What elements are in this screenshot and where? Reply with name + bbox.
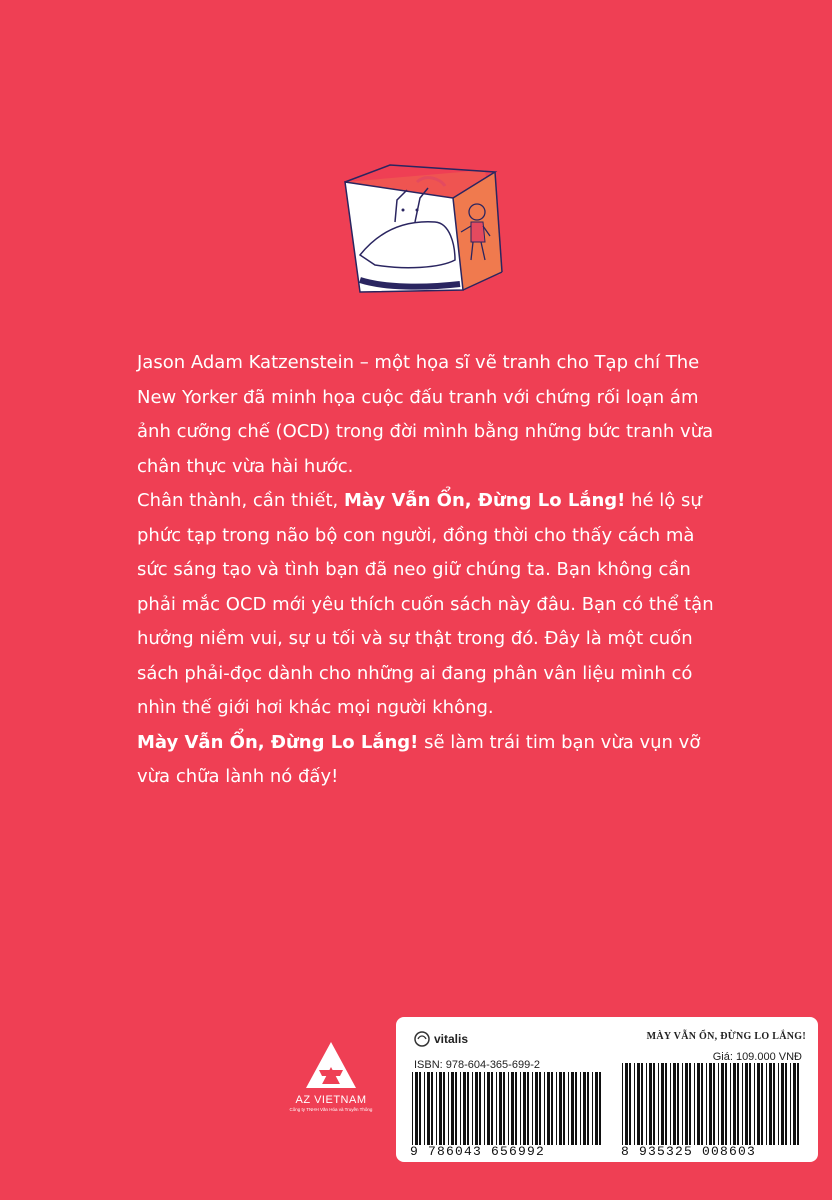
barcode-bar (571, 1072, 574, 1145)
barcode-bar (535, 1072, 538, 1145)
barcode-bar (563, 1072, 565, 1145)
barcode-bar (539, 1072, 541, 1145)
barcode-bar (424, 1072, 425, 1145)
barcode-bar (487, 1072, 490, 1145)
isbn-barcode (408, 1072, 608, 1145)
barcode-bar (499, 1072, 502, 1145)
barcode-bar (544, 1072, 545, 1145)
back-cover-blurb (137, 346, 727, 795)
az-vietnam-logo-icon (304, 1040, 358, 1090)
price-label: Giá: 109.000 VNĐ (712, 1051, 802, 1063)
barcode-bar (749, 1063, 751, 1145)
barcode-bar (709, 1063, 712, 1145)
blurb-paragraph-2 (137, 484, 727, 726)
barcode-bar (689, 1063, 691, 1145)
barcode-bar (682, 1063, 683, 1145)
publisher-name: AZ VIETNAM (295, 1094, 367, 1106)
barcode-bar (455, 1072, 457, 1145)
barcode-bar (713, 1063, 715, 1145)
barcode-bar (665, 1063, 667, 1145)
barcode-bar (737, 1063, 739, 1145)
barcode-bar (551, 1072, 553, 1145)
barcode-bar (797, 1063, 799, 1145)
barcode-bar (649, 1063, 652, 1145)
book-title-inline-2: Mày Vẫn Ổn, Đừng Lo Lắng! (137, 731, 419, 753)
barcode-bar (677, 1063, 679, 1145)
barcode-bar (781, 1063, 784, 1145)
barcode-bar (439, 1072, 442, 1145)
isbn-label: ISBN: 978-604-365-699-2 (414, 1059, 540, 1071)
barcode-bar (761, 1063, 763, 1145)
barcode-bar (532, 1072, 533, 1145)
barcode-panel (396, 1017, 818, 1162)
barcode-bar (419, 1072, 421, 1145)
barcode-bar (778, 1063, 779, 1145)
publisher-subtitle: Công ty TNHH Văn Hóa và Truyền Thông (289, 1107, 373, 1112)
barcode-bar (527, 1072, 529, 1145)
vitalis-imprint (414, 1031, 468, 1047)
barcode-bar (730, 1063, 731, 1145)
barcode-bar (436, 1072, 437, 1145)
barcode-bar (556, 1072, 557, 1145)
blurb-p3-after: sẽ làm trái tim bạn vừa vụn vỡ vừa chữa lành nó đấy! (137, 731, 701, 787)
barcode-bar (599, 1072, 601, 1145)
barcode-bar (583, 1072, 586, 1145)
barcode-bar (515, 1072, 517, 1145)
barcode-bar (697, 1063, 700, 1145)
barcode-bar (575, 1072, 577, 1145)
barcode-bar (785, 1063, 787, 1145)
barcode-bar (520, 1072, 521, 1145)
publisher-logo (276, 1040, 386, 1140)
barcode-bar (508, 1072, 509, 1145)
barcode-bar (757, 1063, 760, 1145)
barcode-bar (754, 1063, 755, 1145)
barcode-bar (547, 1072, 550, 1145)
barcode-bar (706, 1063, 707, 1145)
barcode-bar (793, 1063, 796, 1145)
barcode-bar (523, 1072, 526, 1145)
barcode-bar (568, 1072, 569, 1145)
barcode-bar (460, 1072, 461, 1145)
barcode-bar (467, 1072, 469, 1145)
ean-barcode (618, 1063, 806, 1145)
barcode-bar (431, 1072, 433, 1145)
barcode-bar (503, 1072, 505, 1145)
barcode-bar (637, 1063, 640, 1145)
barcode-bar (733, 1063, 736, 1145)
barcode-bar (479, 1072, 481, 1145)
barcode-bar (634, 1063, 635, 1145)
ean-barcode-digits: 8 935325 008603 (621, 1144, 757, 1159)
blurb-p2-before: Chân thành, cần thiết, (137, 490, 344, 511)
barcode-bar (661, 1063, 664, 1145)
barcode-book-title: MÀY VẪN ỔN, ĐỪNG LO LẮNG! (646, 1031, 806, 1042)
barcode-bar (685, 1063, 688, 1145)
barcode-bar (451, 1072, 454, 1145)
book-title-inline: Mày Vẫn Ổn, Đừng Lo Lắng! (344, 490, 626, 511)
barcode-bar (587, 1072, 589, 1145)
barcode-bar (448, 1072, 449, 1145)
barcode-bar (472, 1072, 473, 1145)
barcode-bar (463, 1072, 466, 1145)
barcode-bar (427, 1072, 430, 1145)
barcode-bar (580, 1072, 581, 1145)
barcode-bar (641, 1063, 643, 1145)
barcode-bar (673, 1063, 676, 1145)
barcode-bar (475, 1072, 478, 1145)
blurb-p2-after: hé lộ sự phức tạp trong não bộ con người, đồng thời cho thấy cách mà sức sáng tạo và tình bạn đã neo giữ chúng ta. Bạn không cần phải mắc OCD mới yêu thích cuốn sách này đâu. Bạn có thể tận hưởng niềm vui, sự u tối và sự thật trong đó. Đây là một cuốn sách phải-đọc dành cho những ai đang phân vân liệu mình có nhìn thế giới hơi khác mọi người không. (137, 490, 714, 718)
barcode-bar (766, 1063, 767, 1145)
barcode-bar (625, 1063, 628, 1145)
barcode-bar (721, 1063, 724, 1145)
barcode-bar (745, 1063, 748, 1145)
barcode-bar (491, 1072, 493, 1145)
barcode-bar (511, 1072, 514, 1145)
barcode-bar (653, 1063, 655, 1145)
imprint-name: vitalis (434, 1032, 469, 1046)
vitalis-logo-icon (414, 1031, 430, 1047)
barcode-bar (694, 1063, 695, 1145)
barcode-bar (484, 1072, 485, 1145)
barcode-bar (592, 1072, 593, 1145)
blurb-paragraph-3 (137, 726, 727, 795)
isbn-barcode-digits: 9 786043 656992 (410, 1144, 546, 1159)
barcode-bar (559, 1072, 562, 1145)
barcode-bar (646, 1063, 647, 1145)
barcode-bar (701, 1063, 703, 1145)
blurb-paragraph-1: Jason Adam Katzenstein – một họa sĩ vẽ tranh cho Tạp chí The New Yorker đã minh họa cuộc đấu tranh với chứng rối loạn ám ảnh cưỡng chế (OCD) trong đời mình bằng những bức tranh vừa chân thực vừa hài hước. (137, 352, 714, 477)
barcode-bar (769, 1063, 772, 1145)
barcode-bar (790, 1063, 791, 1145)
barcode-bar (415, 1072, 418, 1145)
barcode-bar (622, 1063, 623, 1145)
barcode-bar (725, 1063, 727, 1145)
barcode-bar (742, 1063, 743, 1145)
cube-illustration (325, 160, 510, 300)
barcode-bar (412, 1072, 413, 1145)
barcode-bar (496, 1072, 497, 1145)
barcode-bar (629, 1063, 631, 1145)
barcode-bar (658, 1063, 659, 1145)
barcode-bar (718, 1063, 719, 1145)
barcode-bar (595, 1072, 598, 1145)
barcode-bar (443, 1072, 445, 1145)
barcode-bar (670, 1063, 671, 1145)
barcode-bar (773, 1063, 775, 1145)
